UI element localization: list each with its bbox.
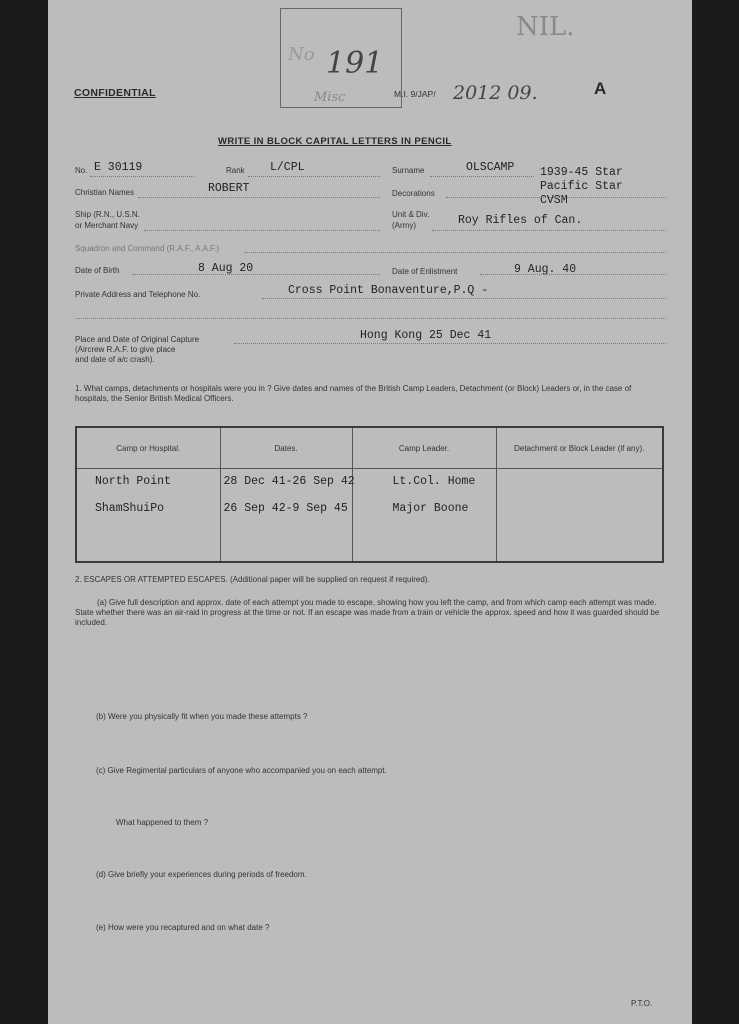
question-2c: (c) Give Regimental particulars of anyone who accompanied you on each attempt.: [96, 766, 387, 775]
question-2b: (b) Were you physically fit when you made these attempts ?: [96, 712, 308, 721]
address-label: Private Address and Telephone No.: [75, 290, 201, 299]
leader-2: Major Boone: [392, 502, 469, 515]
col-detachment-header: Detachment or Block Leader (if any).: [496, 427, 663, 469]
rank-label: Rank: [226, 166, 245, 175]
decoration-1: 1939-45 Star: [540, 166, 623, 179]
unit-label-2: (Army): [392, 221, 416, 230]
address-value: Cross Point Bonaventure,P.Q -: [288, 284, 489, 297]
no-value: E 30119: [94, 161, 143, 174]
capture-value: Hong Kong 25 Dec 41: [360, 329, 492, 342]
christian-names-value: ROBERT: [208, 182, 250, 195]
camps-cell-leader: [352, 469, 496, 563]
no-label: No.: [75, 166, 88, 175]
nil-annotation: NIL.: [516, 12, 575, 42]
camps-cell-dates: [220, 469, 355, 563]
christian-names-label: Christian Names: [75, 188, 135, 197]
capture-label-2: (Aircrew R.A.F. to give place: [75, 345, 176, 354]
stamp-no-label: No: [288, 44, 315, 65]
question-2e: (e) How were you recaptured and on what date ?: [96, 923, 270, 932]
leader-1: Lt.Col. Home: [392, 475, 476, 488]
question-2d: (d) Give briefly your experiences during periods of freedom.: [96, 870, 307, 879]
stamp-number: 191: [326, 46, 384, 81]
unit-value: Roy Rifles of Can.: [458, 214, 583, 227]
capture-label-1: Place and Date of Original Capture: [75, 335, 200, 344]
camps-cell-camp: [76, 469, 220, 563]
camp-1: North Point: [95, 475, 171, 488]
form-letter: A: [594, 79, 607, 98]
question-2a: (a) Give full description and approx. date of each attempt you made to escape, showing how you left the camp, and from which camp each attempt was made. State whether there was an air-raid in progress at the time or not. If an escape was made from a train or vehicle the approx. speed and how it was guarded should be included.: [75, 598, 660, 627]
mi-reference-label: M.I. 9/JAP/: [394, 89, 436, 99]
camps-table-header: [76, 427, 663, 469]
dates-2: 26 Sep 42-9 Sep 45: [223, 502, 348, 515]
decoration-3: CVSM: [540, 194, 568, 207]
camp-2: ShamShuiPo: [95, 502, 165, 515]
unit-label-1: Unit & Div.: [392, 210, 430, 219]
form-sheet: [48, 0, 692, 1024]
capture-label-3: and date of a/c crash).: [75, 355, 155, 364]
pencil-instruction: WRITE IN BLOCK CAPITAL LETTERS IN PENCIL: [218, 136, 452, 147]
table-row: [76, 469, 663, 563]
dob-label: Date of Birth: [75, 266, 120, 275]
enlistment-value: 9 Aug. 40: [514, 263, 577, 276]
section-2-title: 2. ESCAPES OR ATTEMPTED ESCAPES. (Additional paper will be supplied on request if required).: [75, 575, 430, 584]
col-leader-header: Camp Leader.: [352, 427, 496, 469]
col-camp-header: Camp or Hospital.: [76, 427, 220, 469]
question-2c-followup: What happened to them ?: [116, 818, 209, 827]
stamp-scrawl: Misc: [314, 90, 346, 105]
confidential-label: CONFIDENTIAL: [74, 87, 156, 99]
camps-table: [75, 426, 664, 563]
pto-label: P.T.O.: [631, 999, 653, 1008]
decoration-2: Pacific Star: [540, 180, 623, 193]
dob-value: 8 Aug 20: [198, 262, 254, 275]
col-dates-header: Dates.: [220, 427, 352, 469]
question-1: 1. What camps, detachments or hospitals were you in ? Give dates and names of the British Camp Leaders, Detachment (or Block) Leaders or, in the case of hospitals, the Senior British Medical Officers.: [75, 384, 632, 403]
enlistment-label: Date of Enlistment: [392, 267, 458, 276]
ship-label-2: or Merchant Navy: [75, 221, 139, 230]
decorations-label: Decorations: [392, 189, 435, 198]
dates-1: 28 Dec 41-26 Sep 42: [223, 475, 355, 488]
ship-label-1: Ship (R.N., U.S.N.: [75, 210, 140, 219]
camps-cell-detachment: [496, 469, 663, 563]
surname-label: Surname: [392, 166, 425, 175]
mi-reference-number: 2012 09.: [453, 82, 538, 104]
rank-value: L/CPL: [270, 161, 305, 174]
surname-value: OLSCAMP: [466, 161, 515, 174]
squadron-label: Squadron and Command (R.A.F., A.A.F.): [75, 244, 220, 253]
